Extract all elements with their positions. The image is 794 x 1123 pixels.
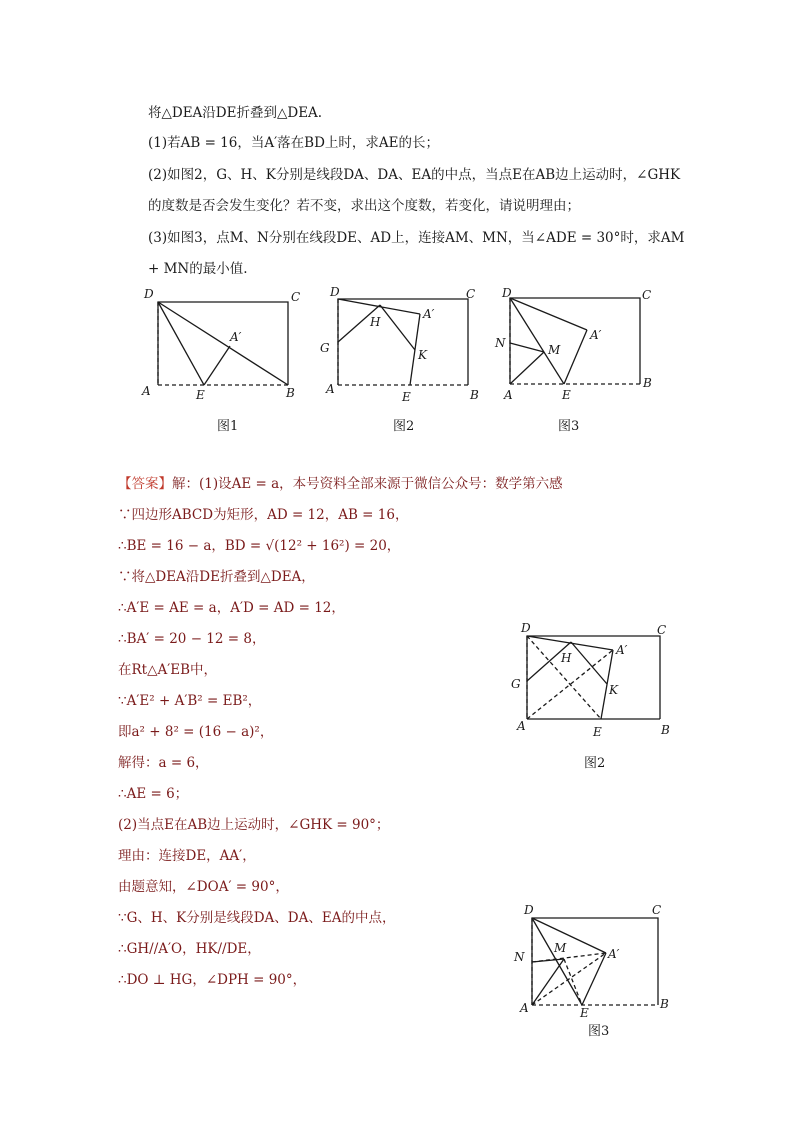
label-M: M — [554, 941, 567, 955]
answer-line-9: 即a² + 8² = (16 − a)²， — [118, 724, 274, 740]
answer-text-1: 解：(1)设AE = a，本号资料全部来源于微信公众号：数学第六感 — [172, 476, 563, 492]
label-N: N — [495, 336, 506, 350]
label-C: C — [642, 288, 652, 302]
label-E: E — [402, 390, 411, 404]
label-D: D — [521, 621, 531, 635]
answer-tag: 【答案】 — [118, 476, 172, 492]
label-B: B — [660, 997, 669, 1011]
answer-line-11: ∴AE = 6； — [118, 786, 189, 802]
label-B: B — [470, 388, 479, 402]
answer-line-12: (2)当点E在AB边上运动时，∠GHK = 90°； — [118, 817, 390, 833]
label-C: C — [291, 290, 301, 304]
figure-2 — [318, 283, 488, 405]
answer-line-17: ∴DO ⊥ HG，∠DPH = 90°， — [118, 972, 307, 988]
label-A-prime: A′ — [616, 643, 628, 657]
figure-3 — [490, 284, 660, 404]
figure-2-caption: 图2 — [393, 419, 415, 434]
question-3-line-1: (3)如图3，点M、N分别在线段DE、AD上，连接AM、MN，当∠ADE = 30°时，求AM — [148, 230, 685, 246]
answer-line-6: ∴BA′ = 20 − 12 = 8， — [118, 631, 266, 647]
label-A: A — [326, 382, 335, 396]
label-E: E — [593, 725, 602, 739]
rect-outline — [527, 636, 660, 719]
label-A-prime: A′ — [423, 307, 435, 321]
label-A: A — [504, 388, 513, 402]
segment-EA-prime — [204, 346, 230, 385]
label-H: H — [561, 651, 572, 665]
label-A: A — [517, 719, 526, 733]
answer-line-4: ∵将△DEA沿DE折叠到△DEA， — [118, 569, 315, 585]
answer-figure-2-caption: 图2 — [584, 756, 606, 771]
segment-AM — [532, 959, 564, 1005]
segment-AM — [510, 352, 544, 384]
label-B: B — [661, 723, 670, 737]
answer-figure-2 — [505, 618, 683, 740]
diagonal-DB — [158, 302, 288, 385]
label-C: C — [466, 287, 476, 301]
answer-line-3: ∴BE = 16 − a，BD = √(12² + 16²) = 20， — [118, 538, 401, 554]
label-B: B — [643, 376, 652, 390]
label-K: K — [609, 683, 618, 697]
question-2-line-1: (2)如图2，G、H、K分别是线段DA、DA、EA的中点，当点E在AB边上运动时，∠GHK — [148, 167, 681, 183]
label-E: E — [196, 388, 205, 402]
answer-line-5: ∴A′E = AE = a，A′D = AD = 12， — [118, 600, 345, 616]
label-E: E — [562, 388, 571, 402]
label-A: A — [142, 384, 151, 398]
figure-1-caption: 图1 — [217, 419, 239, 434]
label-C: C — [652, 903, 662, 917]
figure-3-caption: 图3 — [558, 419, 580, 434]
segment-DA-prime — [532, 918, 606, 953]
label-D: D — [144, 287, 154, 301]
answer-line-2: ∵四边形ABCD为矩形，AD = 12，AB = 16， — [118, 507, 409, 523]
label-D: D — [330, 285, 340, 299]
question-2-line-2: 的度数是否会发生变化？若不变，求出这个度数，若变化，请说明理由； — [148, 198, 580, 214]
rect-outline — [510, 298, 640, 384]
figure-1 — [138, 285, 308, 405]
segment-DE — [510, 298, 564, 384]
label-H: H — [370, 315, 381, 329]
label-D: D — [524, 903, 534, 917]
label-K: K — [418, 348, 427, 362]
answer-line-14: 由题意知，∠DOA′ = 90°， — [118, 879, 289, 895]
answer-line-7: 在Rt△A′EB中， — [118, 662, 218, 678]
answer-line-10: 解得：a = 6， — [118, 755, 209, 771]
answer-line-16: ∴GH//A′O，HK//DE， — [118, 941, 261, 957]
answer-line-13: 理由：连接DE，AA′， — [118, 848, 256, 864]
label-D: D — [502, 286, 512, 300]
rect-outline — [338, 299, 468, 385]
label-A-prime: A′ — [590, 328, 602, 342]
answer-line-8: ∵A′E² + A′B² = EB²， — [118, 693, 262, 709]
question-1: (1)若AB = 16，当A′落在BD上时，求AE的长； — [148, 135, 440, 151]
question-3-line-2: + MN的最小值. — [148, 261, 248, 277]
answer-figure-3 — [508, 898, 680, 1018]
label-N: N — [514, 950, 525, 964]
label-A-prime: A′ — [230, 330, 242, 344]
label-G: G — [511, 677, 521, 691]
segment-DA-prime — [510, 298, 587, 330]
label-C: C — [657, 623, 667, 637]
label-G: G — [320, 341, 330, 355]
segment-A-prime-E — [564, 330, 587, 384]
segment-A-prime-E — [582, 953, 606, 1005]
answer-line-15: ∵G、H、K分别是线段DA、DA、EA的中点， — [118, 910, 396, 926]
label-A-prime: A′ — [608, 947, 620, 961]
label-A: A — [520, 1001, 529, 1015]
segment-DE — [158, 302, 204, 385]
label-E: E — [580, 1006, 589, 1018]
problem-intro: 将△DEA沿DE折叠到△DEA. — [148, 105, 323, 121]
label-B: B — [286, 386, 295, 400]
answer-figure-3-caption: 图3 — [588, 1024, 610, 1039]
answer-line-1 — [118, 475, 563, 493]
segment-ME-dashed — [564, 959, 582, 1005]
label-M: M — [548, 343, 561, 357]
